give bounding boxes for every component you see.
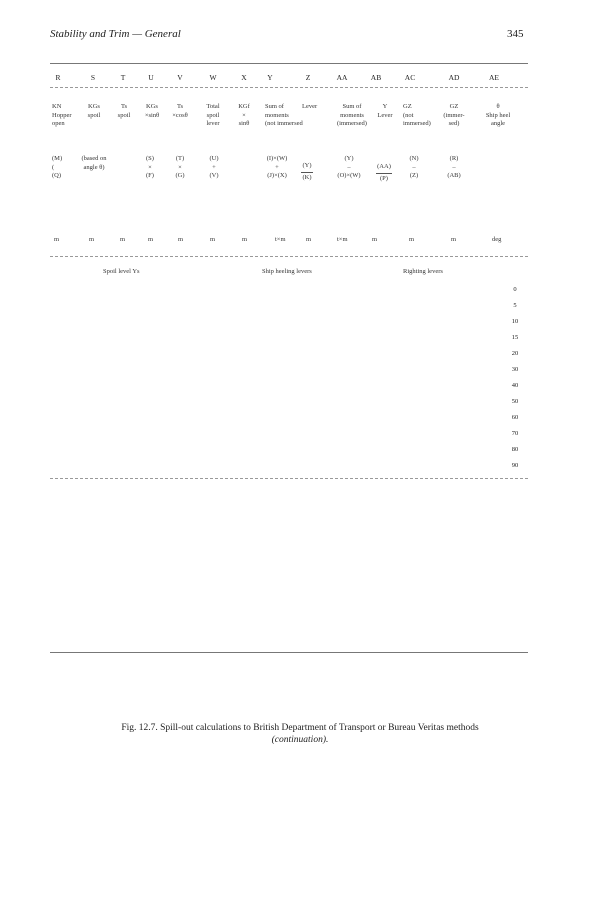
col-letter-z: Z <box>305 73 311 82</box>
col-letter-ad: AD <box>448 73 460 82</box>
unit-v: m <box>178 236 184 243</box>
col-desc-ad: GZ (immer- sed) <box>443 103 465 127</box>
table-top-rule <box>50 63 528 64</box>
unit-r: m <box>54 236 60 243</box>
formula-s: (based on angle θ) <box>81 155 107 171</box>
col-letter-aa: AA <box>336 73 348 82</box>
col-letter-ac: AC <box>404 73 416 82</box>
col-desc-y: Sum of moments (not immersed <box>265 103 303 127</box>
formula-ac: (N) – (Z) <box>409 155 419 179</box>
angle-value: 15 <box>511 334 519 341</box>
formula-w: (U) + (V) <box>209 155 219 179</box>
unit-ab: m <box>372 236 378 243</box>
unit-aa: t×m <box>337 236 348 243</box>
group-label-righting-levers: Righting levers <box>403 268 443 275</box>
col-letter-w: W <box>209 73 217 82</box>
unit-ad: m <box>451 236 457 243</box>
group-label-heeling-levers: Ship heeling levers <box>262 268 312 275</box>
unit-u: m <box>148 236 154 243</box>
col-desc-w: Total spoil lever <box>206 103 220 127</box>
col-desc-r: KN Hopper open <box>52 103 72 127</box>
angle-value: 30 <box>511 366 519 373</box>
angle-value: 40 <box>511 382 519 389</box>
col-letter-v: V <box>177 73 183 82</box>
col-letter-ae: AE <box>489 73 499 82</box>
angle-value: 70 <box>511 430 519 437</box>
col-desc-u: KGs ×sinθ <box>144 103 160 119</box>
col-desc-s: KGs spoil <box>87 103 101 119</box>
figure-caption-continuation: (continuation). <box>271 735 329 745</box>
col-desc-v: Ts ×cosθ <box>172 103 188 119</box>
col-letter-y: Y <box>267 73 273 82</box>
col-letter-s: S <box>90 73 96 82</box>
col-letter-ab: AB <box>370 73 382 82</box>
figure-caption <box>50 722 550 746</box>
col-letter-r: R <box>55 73 61 82</box>
unit-z: m <box>306 236 312 243</box>
col-letter-u: U <box>148 73 154 82</box>
col-desc-ac: GZ (not immersed) <box>403 103 431 127</box>
formula-ab: (AA) (P) <box>377 163 391 182</box>
formula-z: (Y) (K) <box>302 162 312 181</box>
angle-value: 0 <box>513 286 517 293</box>
table-bottom-rule <box>50 652 528 653</box>
group-label-spoil-level: Spoil level Ys <box>103 268 140 275</box>
unit-ae: deg <box>492 236 502 243</box>
col-desc-ab: Y Lever <box>377 103 393 119</box>
unit-s: m <box>89 236 95 243</box>
angle-value: 5 <box>513 302 517 309</box>
unit-y: t×m <box>275 236 286 243</box>
angle-value: 10 <box>511 318 519 325</box>
col-desc-aa: Sum of moments (immersed) <box>337 103 367 127</box>
col-letter-x: X <box>241 73 247 82</box>
unit-x: m <box>242 236 248 243</box>
col-desc-z: Lever <box>302 103 318 110</box>
body-bottom-rule <box>50 478 528 479</box>
col-desc-ae: θ Ship heel angle <box>485 103 511 127</box>
angle-value: 90 <box>511 462 519 469</box>
angle-value: 20 <box>511 350 519 357</box>
angle-value: 60 <box>511 414 519 421</box>
angle-value: 80 <box>511 446 519 453</box>
units-rule <box>50 256 528 257</box>
unit-ac: m <box>409 236 415 243</box>
col-desc-x: KGf × sinθ <box>238 103 250 127</box>
unit-t: m <box>120 236 126 243</box>
formula-v: (T) × (G) <box>175 155 185 179</box>
running-head-title: Stability and Trim — General <box>50 28 181 40</box>
page-number: 345 <box>507 28 524 40</box>
figure-caption-main: Fig. 12.7. Spill-out calculations to British Department of Transport or Bureau Veritas methods <box>121 723 479 733</box>
formula-u: (S) × (F) <box>146 155 154 179</box>
formula-r: (M) ( (Q) <box>52 155 63 179</box>
unit-w: m <box>210 236 216 243</box>
formula-ad: (R) – (AB) <box>447 155 461 179</box>
col-desc-t: Ts spoil <box>117 103 131 119</box>
letter-row-rule <box>50 87 528 88</box>
angle-value: 50 <box>511 398 519 405</box>
formula-aa: (Y) – (O)×(W) <box>337 155 361 179</box>
col-letter-t: T <box>120 73 126 82</box>
formula-y: (I)×(W) + (J)×(X) <box>266 155 288 179</box>
